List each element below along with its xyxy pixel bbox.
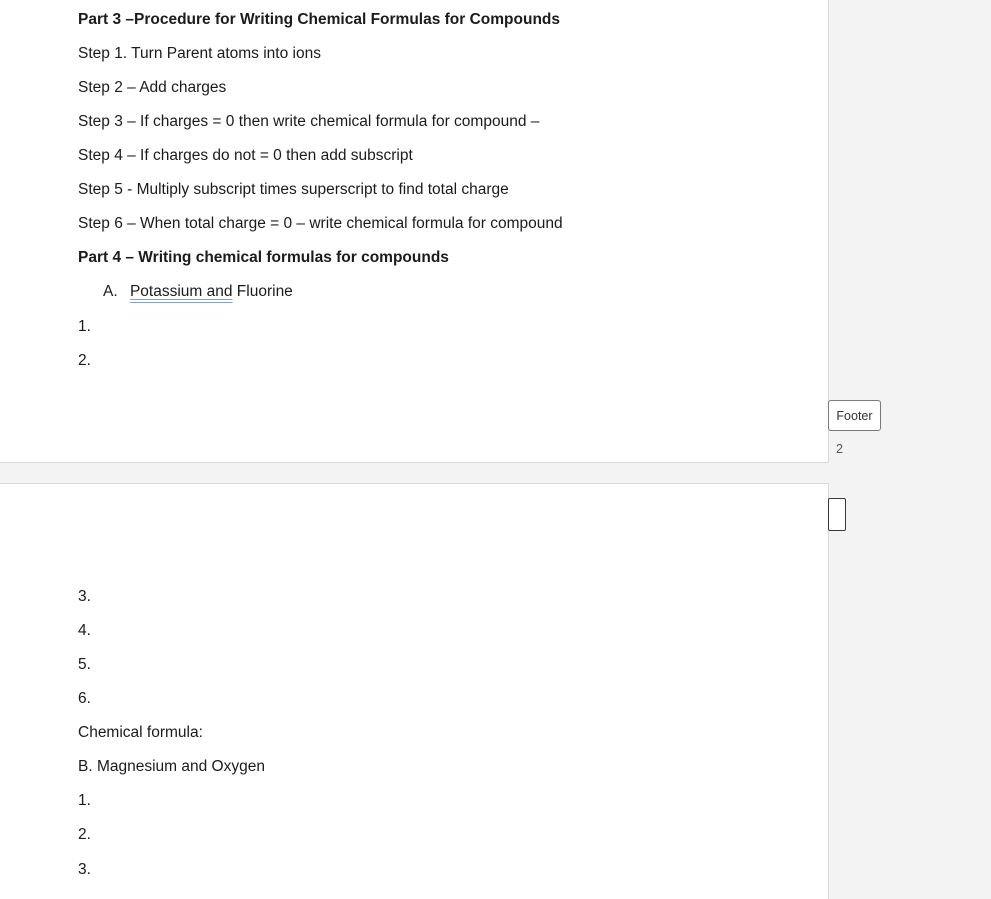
item-b: B. Magnesium and Oxygen bbox=[78, 758, 265, 775]
chemical-formula-label: Chemical formula: bbox=[78, 724, 203, 741]
list-number: 5. bbox=[78, 656, 91, 673]
list-number: 1. bbox=[78, 318, 91, 335]
document-page-2 bbox=[0, 483, 829, 899]
step-2: Step 2 – Add charges bbox=[78, 79, 227, 96]
list-number: 3. bbox=[78, 588, 91, 605]
list-number: 1. bbox=[78, 792, 91, 809]
step-1: Step 1. Turn Parent atoms into ions bbox=[78, 45, 321, 62]
item-a-rest-text: Fluorine bbox=[232, 283, 293, 300]
step-6: Step 6 – When total charge = 0 – write chemical formula for compound bbox=[78, 215, 563, 232]
part3-heading: Part 3 –Procedure for Writing Chemical Formulas for Compounds bbox=[78, 11, 561, 28]
item-a-marker: A. bbox=[103, 283, 118, 300]
footer-tag[interactable]: Footer bbox=[828, 400, 881, 431]
list-number: 4. bbox=[78, 622, 91, 639]
item-a-underlined-text[interactable]: Potassium and bbox=[129, 283, 233, 300]
list-number: 2. bbox=[78, 826, 91, 843]
step-5: Step 5 - Multiply subscript times superscript to find total charge bbox=[78, 181, 509, 198]
document-page-1 bbox=[0, 0, 829, 463]
part4-heading: Part 4 – Writing chemical formulas for compounds bbox=[78, 249, 449, 266]
list-number: 6. bbox=[78, 690, 91, 707]
list-number: 3. bbox=[78, 861, 91, 878]
header-marker-box[interactable] bbox=[828, 498, 846, 531]
step-3: Step 3 – If charges = 0 then write chemical formula for compound – bbox=[78, 113, 540, 130]
page-number: 2 bbox=[836, 442, 843, 456]
step-4: Step 4 – If charges do not = 0 then add subscript bbox=[78, 147, 413, 164]
item-a bbox=[103, 282, 293, 302]
list-number: 2. bbox=[78, 352, 91, 369]
